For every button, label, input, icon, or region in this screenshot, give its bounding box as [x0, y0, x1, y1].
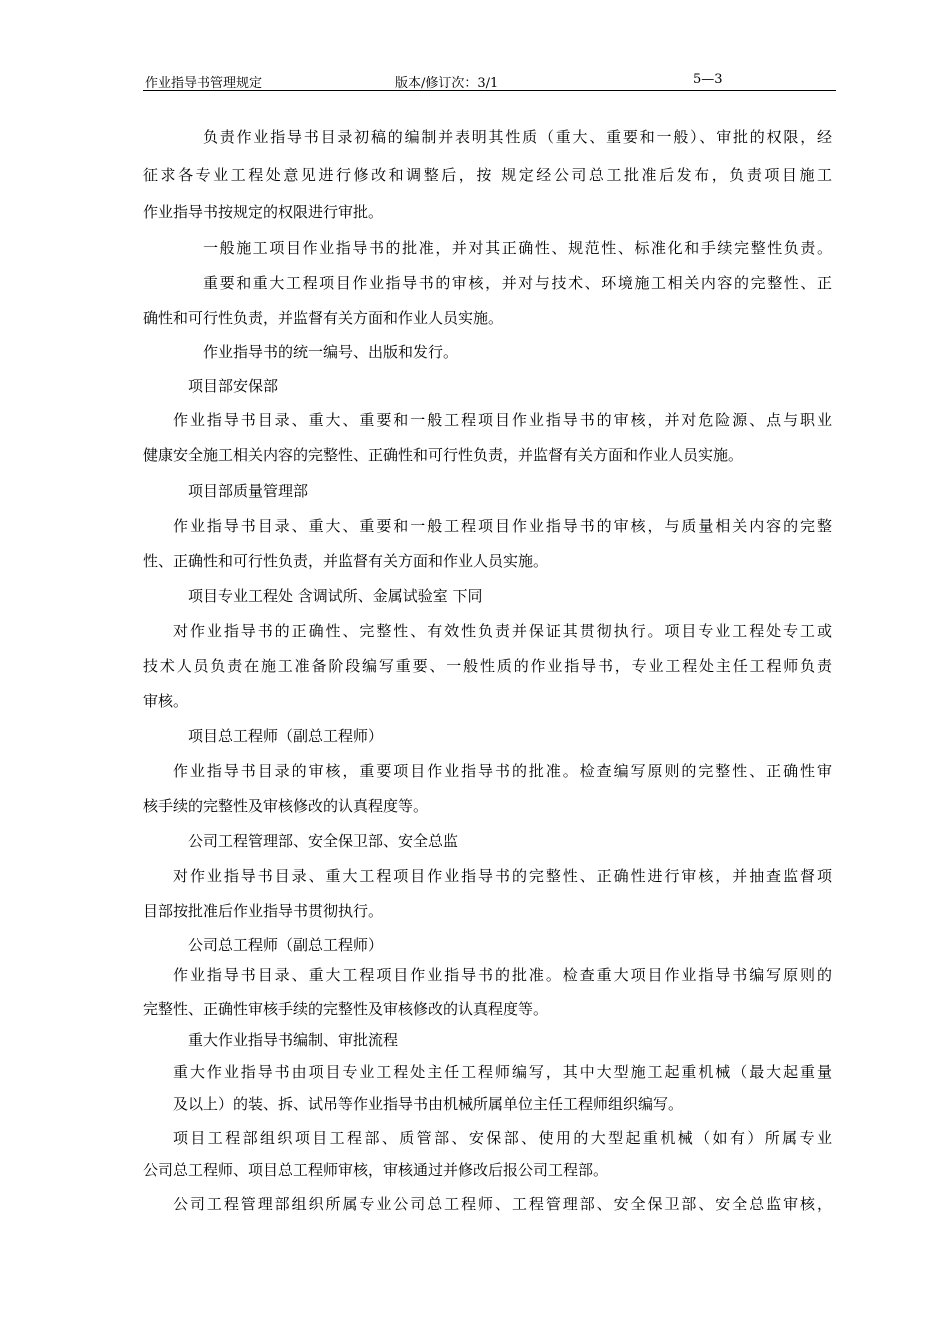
section-heading: 公司总工程师（副总工程师）	[188, 936, 384, 954]
header-document-title: 作业指导书管理规定	[145, 76, 263, 91]
section-heading: 项目总工程师（副总工程师）	[188, 727, 384, 745]
section-heading: 公司工程管理部、安全保卫部、安全总监	[188, 832, 459, 850]
section-heading: 项目专业工程处 含调试所、金属试验室 下同	[188, 587, 483, 605]
text-line: 目部按批准后作业指导书贯彻执行。	[143, 902, 384, 920]
text-line: 重大作业指导书由项目专业工程处主任工程师编写，其中大型施工起重机械（最大起重量	[173, 1063, 832, 1081]
text-line: 公司总工程师、项目总工程师审核，审核通过并修改后报公司工程部。	[143, 1161, 609, 1179]
text-line: 负责作业指导书目录初稿的编制并表明其性质（重大、重要和一般）、审批的权限，经	[203, 128, 832, 146]
text-line: 性、正确性和可行性负责，并监督有关方面和作业人员实施。	[143, 552, 549, 570]
text-line: 完整性、正确性审核手续的完整性及审核修改的认真程度等。	[143, 1000, 549, 1018]
header-version: 版本/修订次：3/1	[395, 76, 499, 91]
section-heading: 项目部质量管理部	[188, 482, 309, 500]
text-line: 公司工程管理部组织所属专业公司总工程师、工程管理部、安全保卫部、安全总监审核，	[173, 1195, 832, 1213]
section-heading: 项目部安保部	[188, 377, 279, 395]
text-line: 技术人员负责在施工准备阶段编写重要、一般性质的作业指导书，专业工程处主任工程师负责	[143, 657, 832, 675]
text-line: 确性和可行性负责，并监督有关方面和作业人员实施。	[143, 309, 504, 327]
text-line: 一般施工项目作业指导书的批准，并对其正确性、规范性、标准化和手续完整性负责。	[203, 239, 832, 257]
text-line: 重要和重大工程项目作业指导书的审核，并对与技术、环境施工相关内容的完整性、正	[203, 274, 832, 292]
text-line: 作业指导书目录、重大工程项目作业指导书的批准。检查重大项目作业指导书编写原则的	[173, 966, 832, 984]
page-header	[143, 66, 836, 91]
text-line: 及以上）的装、拆、试吊等作业指导书由机械所属单位主任工程师组织编写。	[173, 1095, 684, 1113]
text-line: 核手续的完整性及审核修改的认真程度等。	[143, 797, 429, 815]
text-line: 作业指导书目录、重大、重要和一般工程项目作业指导书的审核，与质量相关内容的完整	[173, 517, 832, 535]
text-line: 对作业指导书目录、重大工程项目作业指导书的完整性、正确性进行审核，并抽查监督项	[173, 867, 832, 885]
text-line: 项目工程部组织项目工程部、质管部、安保部、使用的大型起重机械（如有）所属专业	[173, 1129, 832, 1147]
text-line: 作业指导书目录的审核，重要项目作业指导书的批准。检查编写原则的完整性、正确性审	[173, 762, 832, 780]
section-heading: 重大作业指导书编制、审批流程	[188, 1031, 399, 1049]
text-line: 作业指导书目录、重大、重要和一般工程项目作业指导书的审核，并对危险源、点与职业	[173, 411, 832, 429]
text-line: 审核。	[143, 692, 189, 710]
text-line: 作业指导书的统一编号、出版和发行。	[203, 343, 459, 361]
text-line: 作业指导书按规定的权限进行审批。	[143, 203, 384, 221]
text-line: 对作业指导书的正确性、完整性、有效性负责并保证其贯彻执行。项目专业工程处专工或	[173, 622, 832, 640]
header-page-number: 5—3	[693, 72, 723, 87]
text-line: 健康安全施工相关内容的完整性、正确性和可行性负责，并监督有关方面和作业人员实施。	[143, 446, 744, 464]
text-line: 征求各专业工程处意见进行修改和调整后，按 规定经公司总工批准后发布，负责项目施工	[143, 166, 832, 184]
